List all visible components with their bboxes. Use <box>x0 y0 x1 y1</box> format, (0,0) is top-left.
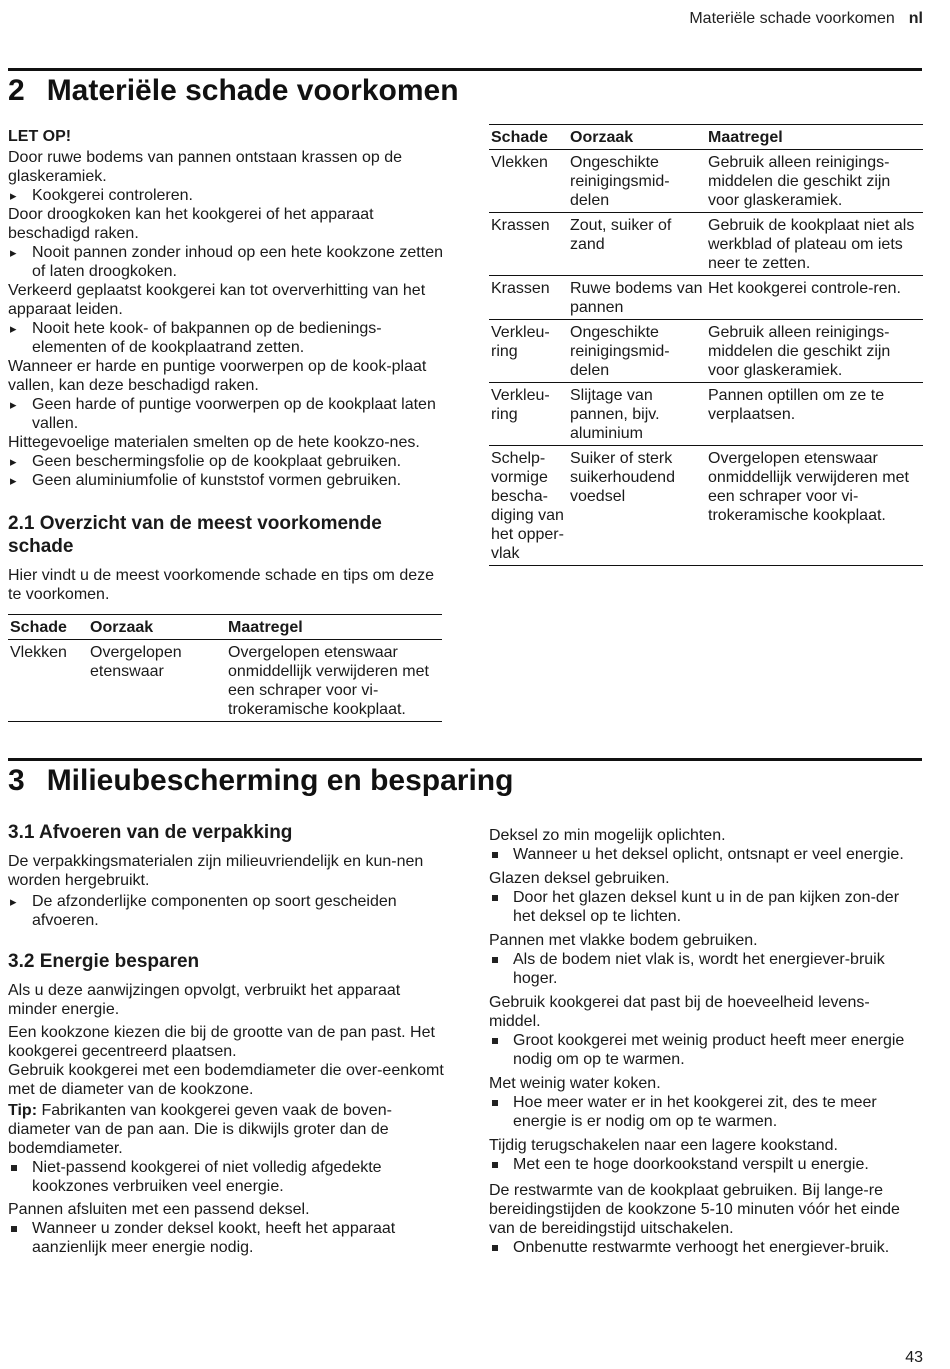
subsection-2-1-heading: 2.1 Overzicht van de meest voorkomende schade <box>8 513 382 557</box>
section-3-heading <box>8 764 513 798</box>
col-maatregel: Maatregel <box>706 125 923 150</box>
section-rule <box>8 758 922 761</box>
col-oorzaak: Oorzaak <box>568 125 706 150</box>
paragraph: Met weinig water koken. <box>489 1075 661 1092</box>
paragraph: Hier vindt u de meest voorkomende schade en tips om deze te voorkomen. <box>8 567 435 603</box>
table-row <box>489 276 923 320</box>
damage-table-right <box>489 124 923 566</box>
result-item: Wanneer u het deksel oplicht, ontsnapt er veel energie. <box>489 845 919 864</box>
instruction-item: ▸ De afzonderlijke componenten op soort gescheiden afvoeren. <box>8 892 448 930</box>
subsection-3-1-heading: 3.1 Afvoeren van de verpakking <box>8 822 293 843</box>
cell-oorzaak: Ongeschikte reinigingsmid-delen <box>568 320 706 383</box>
damage-table-left <box>8 614 442 722</box>
result-item: Onbenutte restwarmte verhoogt het energiever-bruik. <box>489 1238 919 1257</box>
section-2-right-column <box>489 124 923 566</box>
paragraph: Glazen deksel gebruiken. <box>489 870 670 887</box>
paragraph: Wanneer er harde en puntige voorwerpen op de kook-plaat vallen, kan deze beschadigd raken. <box>8 358 427 394</box>
cell-maatregel: Pannen optillen om ze te verplaatsen. <box>706 383 923 446</box>
result-item: Groot kookgerei met weinig product heeft meer energie nodig om op te warmen. <box>489 1031 919 1069</box>
paragraph: Pannen met vlakke bodem gebruiken. <box>489 932 758 949</box>
section-number: 2 <box>8 74 25 107</box>
subsection-3-2-heading: 3.2 Energie besparen <box>8 951 200 972</box>
instruction-item: ▸ Geen beschermingsfolie op de kookplaat gebruiken. <box>8 452 446 471</box>
col-schade: Schade <box>8 615 88 640</box>
instruction-item: ▸ Geen harde of puntige voorwerpen op de kookplaat laten vallen. <box>8 395 446 433</box>
table-row <box>8 640 442 722</box>
paragraph: De restwarmte van de kookplaat gebruiken. Bij lange-re bereidingstijden de kookzone 5-10 minuten vóór het einde van de bereidingstijd uitschakelen. <box>489 1182 900 1237</box>
header-title: Materiële schade voorkomen <box>689 10 895 27</box>
result-item: Door het glazen deksel kunt u in de pan kijken zon-der het deksel op te lichten. <box>489 888 919 926</box>
cell-schade: Krassen <box>489 213 568 276</box>
cell-oorzaak: Suiker of sterk suikerhoudend voedsel <box>568 446 706 566</box>
instruction-item: ▸ Geen aluminiumfolie of kunststof vormen gebruiken. <box>8 471 446 490</box>
paragraph: Verkeerd geplaatst kookgerei kan tot oververhitting van het apparaat leiden. <box>8 282 426 318</box>
table-row <box>489 213 923 276</box>
result-item: Niet-passend kookgerei of niet volledig afgedekte kookzones verbruiken veel energie. <box>8 1158 448 1196</box>
instruction-item: ▸ Kookgerei controleren. <box>8 186 446 205</box>
section-title: Milieubescherming en besparing <box>46 764 514 797</box>
paragraph: Tijdig terugschakelen naar een lagere kookstand. <box>489 1137 838 1154</box>
instruction-item: ▸ Nooit hete kook- of bakpannen op de bedienings-elementen of de kookplaatrand zetten. <box>8 319 446 357</box>
section-number: 3 <box>8 764 25 797</box>
cell-oorzaak: Ongeschikte reinigingsmid-delen <box>568 150 706 213</box>
section-2-left-column <box>8 127 446 722</box>
cell-schade: Vlekken <box>8 640 88 722</box>
cell-schade: Vlekken <box>489 150 568 213</box>
cell-oorzaak: Zout, suiker of zand <box>568 213 706 276</box>
cell-oorzaak: Slijtage van pannen, bijv. aluminium <box>568 383 706 446</box>
paragraph: Gebruik kookgerei dat past bij de hoeveelheid levens-middel. <box>489 994 870 1030</box>
cell-maatregel: Gebruik alleen reinigings-middelen die geschikt zijn voor glaskeramiek. <box>706 320 923 383</box>
cell-maatregel: Gebruik de kookplaat niet als werkblad of plateau om iets neer te zetten. <box>706 213 923 276</box>
section-3-left-column <box>8 821 448 1257</box>
table-header-row <box>489 125 923 150</box>
result-item: Met een te hoge doorkookstand verspilt u energie. <box>489 1155 919 1174</box>
paragraph: Als u deze aanwijzingen opvolgt, verbruikt het apparaat minder energie. <box>8 982 401 1018</box>
section-rule <box>8 68 922 71</box>
cell-maatregel: Overgelopen etenswaar onmiddellijk verwijderen met een schraper voor vi-trokeramische kookplaat. <box>706 446 923 566</box>
paragraph: Door ruwe bodems van pannen ontstaan krassen op de glaskeramiek. <box>8 149 403 185</box>
col-schade: Schade <box>489 125 568 150</box>
col-oorzaak: Oorzaak <box>88 615 226 640</box>
cell-maatregel: Het kookgerei controle-ren. <box>706 276 923 320</box>
paragraph: Pannen afsluiten met een passend deksel. <box>8 1201 310 1218</box>
language-code: nl <box>908 10 923 27</box>
col-maatregel: Maatregel <box>226 615 442 640</box>
paragraph: Een kookzone kiezen die bij de grootte van de pan past. Het kookgerei gecentreerd plaatsen. <box>8 1024 435 1060</box>
cell-schade: Verkleu-ring <box>489 320 568 383</box>
section-title: Materiële schade voorkomen <box>46 74 459 107</box>
result-item: Hoe meer water er in het kookgerei zit, des te meer energie is er nodig om op te warmen. <box>489 1093 919 1131</box>
tip-paragraph <box>8 1101 448 1158</box>
result-item: Wanneer u zonder deksel kookt, heeft het apparaat aanzienlijk meer energie nodig. <box>8 1219 448 1257</box>
paragraph: Deksel zo min mogelijk oplichten. <box>489 827 726 844</box>
table-row <box>489 383 923 446</box>
cell-maatregel: Overgelopen etenswaar onmiddellijk verwijderen met een schraper voor vi-trokeramische kookplaat. <box>226 640 442 722</box>
cell-oorzaak: Ruwe bodems van pannen <box>568 276 706 320</box>
cell-oorzaak: Overgelopen etenswaar <box>88 640 226 722</box>
cell-schade: Schelp-vormige bescha-diging van het opper-vlak <box>489 446 568 566</box>
result-item: Als de bodem niet vlak is, wordt het energiever-bruik hoger. <box>489 950 919 988</box>
table-header-row <box>8 615 442 640</box>
tip-label: Tip: <box>8 1102 38 1119</box>
table-row <box>489 446 923 566</box>
section-2-heading <box>8 74 459 108</box>
cell-schade: Krassen <box>489 276 568 320</box>
caution-label: LET OP! <box>8 128 72 145</box>
paragraph: Gebruik kookgerei met een bodemdiameter die over-eenkomt met de diameter van de kookzone. <box>8 1062 444 1098</box>
paragraph: De verpakkingsmaterialen zijn milieuvriendelijk en kun-nen worden hergebruikt. <box>8 853 424 889</box>
tip-text: Fabrikanten van kookgerei geven vaak de boven-diameter van de pan aan. Die is dikwijls groter dan de bodemdiameter. <box>8 1102 392 1157</box>
instruction-item: ▸ Nooit pannen zonder inhoud op een hete kookzone zetten of laten droogkoken. <box>8 243 446 281</box>
section-3-right-column <box>489 826 919 1257</box>
page-number: 43 <box>905 1349 923 1366</box>
paragraph: Door droogkoken kan het kookgerei of het apparaat beschadigd raken. <box>8 206 374 242</box>
cell-schade: Verkleu-ring <box>489 383 568 446</box>
paragraph: Hittegevoelige materialen smelten op de hete kookzo-nes. <box>8 434 420 451</box>
table-row <box>489 150 923 213</box>
cell-maatregel: Gebruik alleen reinigings-middelen die geschikt zijn voor glaskeramiek. <box>706 150 923 213</box>
running-header <box>689 10 923 28</box>
table-row <box>489 320 923 383</box>
